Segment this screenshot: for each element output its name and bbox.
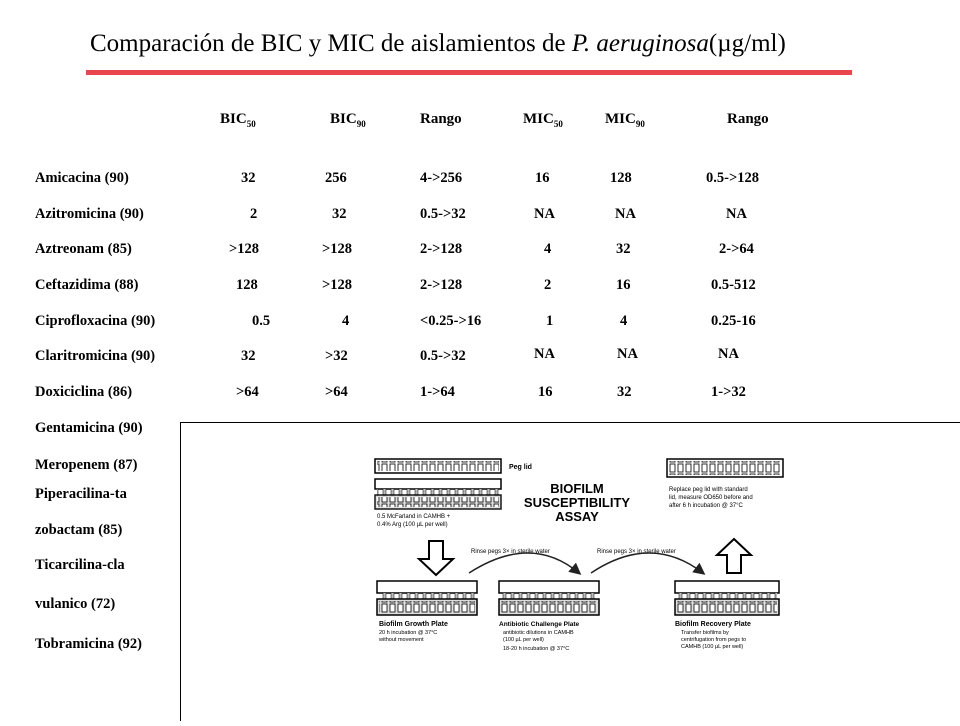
antibiotic-challenge-plate-icon [499, 581, 599, 615]
mic90-value: NA [617, 346, 638, 362]
table-row [0, 241, 960, 263]
bic90-value: >32 [325, 348, 348, 364]
inoculum-text-2: 0.4% Arg (100 µL per well) [377, 522, 448, 528]
table-row [0, 348, 960, 370]
biofilm-assay-diagram [181, 423, 960, 721]
mic50-value: NA [534, 346, 555, 362]
antibiotic-name: Gentamicina (90) [35, 420, 143, 436]
bic50-value: >64 [236, 384, 259, 400]
antibiotic-name: Claritromicina (90) [35, 348, 156, 364]
antibiotic-name: vulanico (72) [35, 596, 116, 612]
bic90-value: 256 [325, 170, 347, 186]
mic50-value: 16 [535, 170, 550, 186]
mic-range-value: 0.25-16 [711, 313, 756, 329]
bic50-value: >128 [229, 241, 260, 257]
table-row [0, 170, 960, 192]
mic50-value: 1 [546, 313, 554, 329]
challenge-plate-text-2: (100 µL per well) [503, 637, 544, 643]
bic90-value: >64 [325, 384, 348, 400]
title-prefix: Comparación de BIC y MIC de aislamientos de [90, 30, 572, 57]
antibiotic-name: Azitromicina (90) [35, 206, 144, 222]
antibiotic-name: Doxiciclina (86) [35, 384, 133, 400]
mic50-value: 4 [544, 241, 552, 257]
antibiotic-name: Ciprofloxacina (90) [35, 313, 156, 329]
mic90-value: 16 [616, 277, 631, 293]
biofilm-heading-2: SUSCEPTIBILITY [523, 495, 631, 510]
recovery-plate-text-1: Transfer biofilms by [681, 630, 729, 636]
mic-range-value: NA [726, 206, 747, 222]
bic-range-value: 0.5->32 [420, 348, 466, 364]
table-row [0, 313, 960, 335]
recovery-plate-title: Biofilm Recovery Plate [675, 621, 751, 628]
mic50-value: NA [534, 206, 555, 222]
bic90-value: 4 [342, 313, 350, 329]
title-species: P. aeruginosa [571, 30, 709, 57]
antibiotic-name: zobactam (85) [35, 522, 123, 538]
recovery-plate-text-2: centrifugation from pegs to [681, 637, 747, 643]
title-units: (µg/ml) [708, 30, 786, 57]
bic50-value: 32 [241, 348, 256, 364]
bic-range-value: 4->256 [420, 170, 463, 186]
antibiotic-name: Piperacilina-ta [35, 486, 127, 502]
antibiotic-name: Ceftazidima (88) [35, 277, 139, 293]
biofilm-heading-3: ASSAY [555, 509, 599, 524]
inoculum-plate-icon [375, 479, 501, 509]
bic50-value: 32 [241, 170, 256, 186]
growth-plate-text-2: without movement [379, 637, 424, 643]
antibiotic-name: Tobramicina (92) [35, 636, 143, 652]
bic50-value: 0.5 [252, 313, 271, 329]
growth-plate-text-1: 20 h incubation @ 37°C [379, 630, 438, 636]
col-header-mic90: $MIC_{90}$ [605, 111, 645, 129]
col-header-bic50: $BIC_{50}$ [220, 111, 256, 129]
title-underline [86, 70, 852, 75]
slide-title [90, 30, 786, 58]
antibiotic-name: Meropenem (87) [35, 457, 138, 473]
antibiotic-name: Amicacina (90) [35, 170, 129, 186]
inoculum-text-1: 0.5 McFarland in CAMHB + [377, 514, 451, 520]
bic90-value: >128 [322, 277, 353, 293]
col-header-range-mic: Rango [727, 111, 769, 127]
replace-text-2: lid, measure OD650 before and [669, 495, 753, 501]
down-arrow-icon [419, 541, 453, 575]
bic-range-value: 1->64 [420, 384, 455, 400]
biofilm-heading-1: BIOFILM [550, 481, 604, 496]
mic90-value: NA [615, 206, 636, 222]
peg-lid-icon [375, 459, 501, 473]
col-header-range-bic: Rango [420, 111, 462, 127]
transfer-arrow-2-icon [591, 553, 703, 573]
mic-range-value: NA [718, 346, 739, 362]
bic-range-value: 2->128 [420, 277, 463, 293]
bic90-value: >128 [322, 241, 353, 257]
mic-range-value: 1->32 [711, 384, 746, 400]
recovery-plate-text-3: CAMHB (100 µL per well) [681, 644, 744, 650]
replace-text-3: after 6 h incubation @ 37°C [669, 503, 743, 509]
mic90-value: 4 [620, 313, 628, 329]
mic90-value: 32 [617, 384, 632, 400]
challenge-plate-text-3: 18-20 h incubation @ 37°C [503, 646, 570, 652]
antibiotic-name: Aztreonam (85) [35, 241, 132, 257]
mic50-value: 16 [538, 384, 553, 400]
bic-range-value: 0.5->32 [420, 206, 466, 222]
bic-range-value: <0.25->16 [420, 313, 482, 329]
mic50-value: 2 [544, 277, 552, 293]
biofilm-recovery-plate-icon [675, 581, 779, 615]
bic90-value: 32 [332, 206, 347, 222]
peg-lid-label: Peg lid [509, 464, 532, 471]
bic50-value: 128 [236, 277, 258, 293]
rinse-text-2: Rinse pegs 3× in sterile water [597, 549, 676, 555]
od-plate-icon [667, 459, 783, 477]
rinse-text-1: Rinse pegs 3× in sterile water [471, 549, 550, 555]
mic-range-value: 0.5->128 [706, 170, 759, 186]
biofilm-assay-figure [180, 422, 960, 721]
mic90-value: 128 [610, 170, 632, 186]
bic-range-value: 2->128 [420, 241, 463, 257]
mic-range-value: 2->64 [719, 241, 754, 257]
mic-range-value: 0.5-512 [711, 277, 756, 293]
table-row [0, 384, 960, 406]
col-header-mic50: $MIC_{50}$ [523, 111, 563, 129]
table-row [0, 277, 960, 299]
col-header-bic90: $BIC_{90}$ [330, 111, 366, 129]
replace-text-1: Replace peg lid with standard [669, 487, 748, 493]
up-arrow-icon [717, 539, 751, 573]
growth-plate-title: Biofilm Growth Plate [379, 621, 448, 628]
challenge-plate-title: Antibiotic Challenge Plate [499, 621, 580, 628]
transfer-arrow-1-icon [469, 553, 579, 573]
mic90-value: 32 [616, 241, 631, 257]
challenge-plate-text-1: antibiotic dilutions in CAMHB [503, 630, 574, 636]
antibiotic-name: Ticarcilina-cla [35, 557, 125, 573]
biofilm-growth-plate-icon [377, 581, 477, 615]
bic50-value: 2 [250, 206, 258, 222]
table-row [0, 206, 960, 228]
